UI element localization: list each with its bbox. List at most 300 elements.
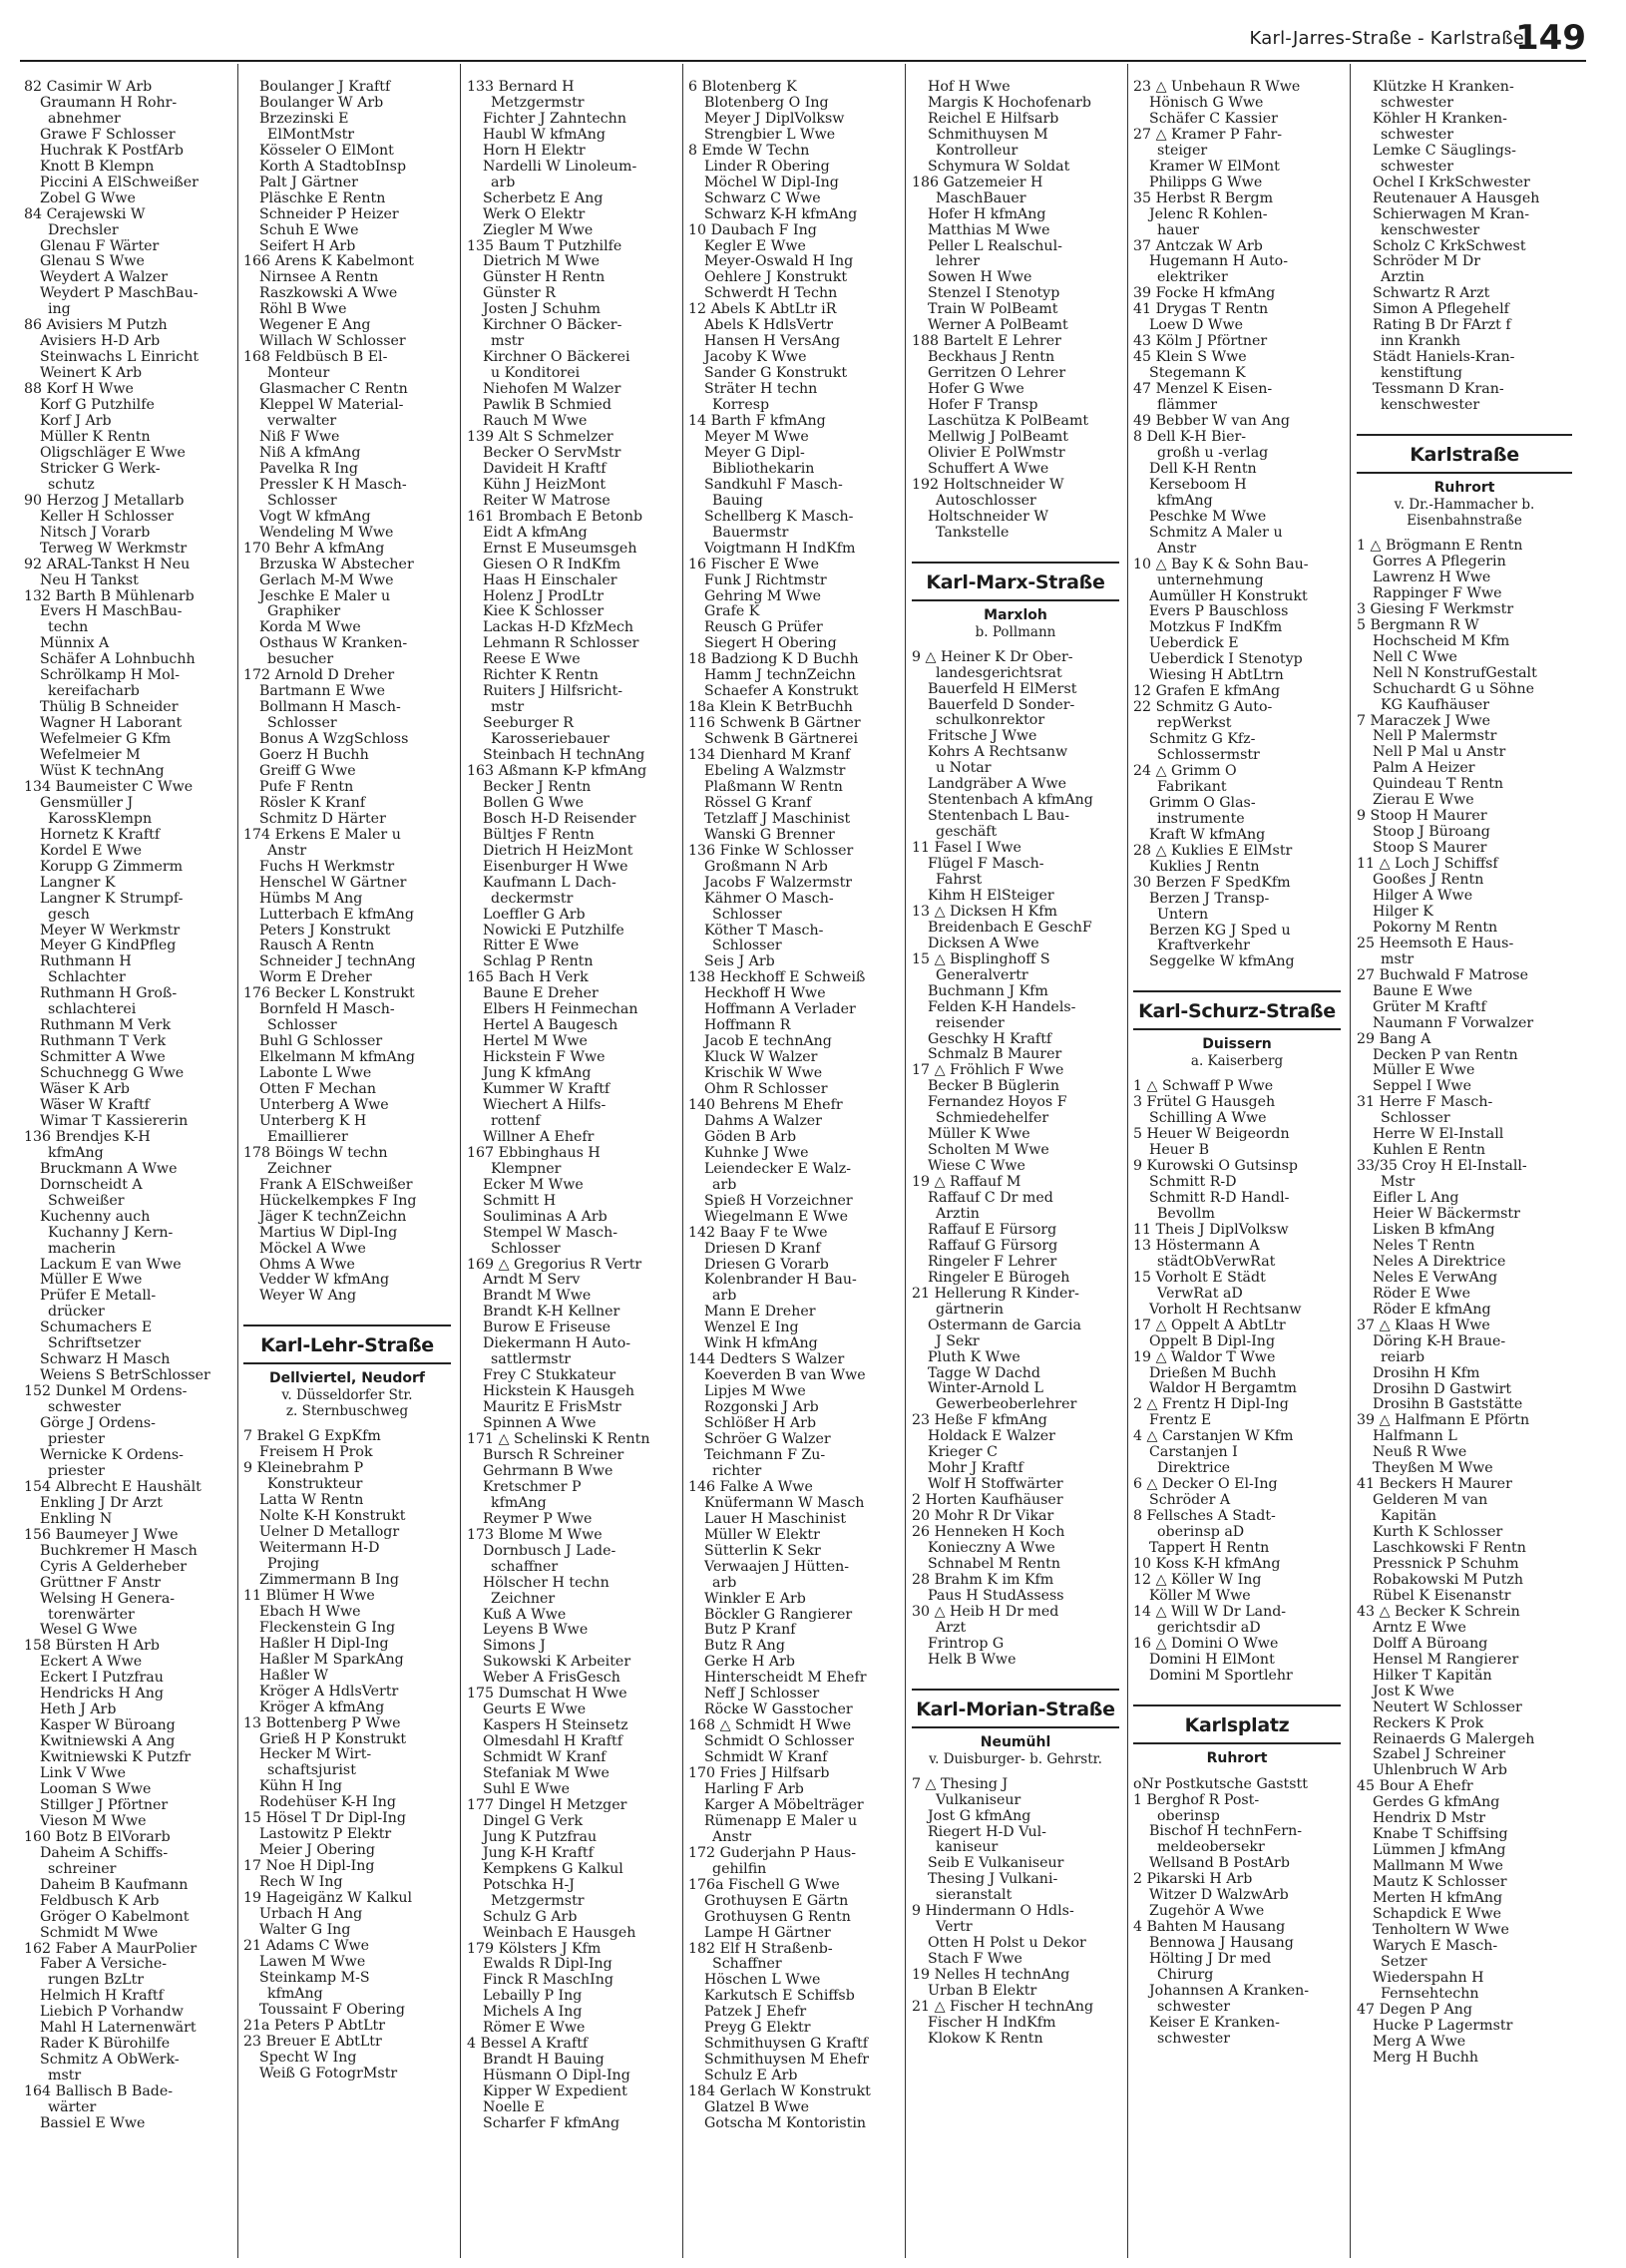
section-spacer — [912, 1669, 1119, 1679]
resident-entry: Jung K kfmAng — [483, 1066, 592, 1082]
resident-entry: Hückelkempkes F Ing — [259, 1193, 417, 1209]
resident-entry: Rübel K Eisenanstr — [1373, 1588, 1511, 1604]
section-spacer — [1133, 970, 1341, 980]
resident-entry: 15 Vorholt E Städt — [1133, 1270, 1266, 1286]
resident-entry: Diekermann H Auto- — [483, 1336, 631, 1352]
resident-entry: sieranstalt — [936, 1888, 1013, 1904]
resident-entry: Korupp G Zimmerm — [40, 859, 184, 875]
resident-entry: 136 Finke W Schlosser — [688, 843, 854, 859]
resident-entry: 184 Gerlach W Konstrukt — [688, 2084, 871, 2100]
resident-entry: 175 Dumschat H Wwe — [467, 1687, 627, 1702]
street-heading: Karl-Morian-Straße — [912, 1689, 1119, 1728]
resident-entry: 17 △ Fröhlich F Wwe — [912, 1063, 1064, 1079]
resident-entry: Hendricks H Ang — [40, 1687, 164, 1702]
resident-entry: 142 Baay F te Wwe — [688, 1225, 828, 1241]
resident-entry: Specht W Ing — [259, 2050, 357, 2066]
resident-entry: 82 Casimir W Arb — [24, 80, 153, 95]
resident-entry: Butz P Kranf — [704, 1623, 796, 1639]
resident-entry: Pressnick P Schuhm — [1373, 1557, 1519, 1573]
resident-entry: 134 Baumeister C Wwe — [24, 779, 194, 795]
resident-entry: Goerz H Buchh — [259, 748, 369, 764]
resident-entry: kereifacharb — [48, 684, 140, 700]
resident-entry: Holtschneider W — [928, 509, 1048, 525]
resident-entry: Gooßes J Rentn — [1373, 873, 1484, 889]
page-number: 149 — [1515, 18, 1586, 58]
resident-entry: Röder E Wwe — [1373, 1286, 1470, 1302]
resident-entry: Ritter E Wwe — [483, 939, 580, 954]
resident-entry: mstr — [48, 2069, 82, 2084]
resident-entry: Jost G kfmAng — [928, 1808, 1031, 1824]
resident-entry: Möchel W Dipl-Ing — [704, 175, 839, 190]
resident-entry: Weinert K Arb — [40, 366, 143, 382]
resident-entry: Voigtmann H IndKfm — [704, 541, 856, 557]
resident-entry: Davideit H Kraftf — [483, 461, 607, 477]
resident-entry: Nardelli W Linoleum- — [483, 159, 637, 175]
resident-entry: Brzuska W Abstecher — [259, 557, 414, 572]
resident-entry: 17 Noe H Dipl-Ing — [243, 1859, 375, 1875]
resident-entry: Röder E kfmAng — [1373, 1302, 1491, 1318]
resident-entry: Klokow K Rentn — [928, 2031, 1043, 2047]
resident-entry: Schnabel M Rentn — [928, 1556, 1061, 1572]
resident-entry: Schriftsetzer — [48, 1336, 142, 1352]
resident-entry: Haßler W — [259, 1668, 329, 1684]
resident-entry: Harling F Arb — [704, 1781, 804, 1797]
street-heading: Karlstraße — [1357, 434, 1572, 474]
resident-entry: Sowen H Wwe — [928, 270, 1032, 286]
resident-entry: 8 Emde W Techn — [688, 143, 810, 159]
resident-entry: 88 Korf H Wwe — [24, 382, 134, 398]
resident-entry: Haubl W kfmAng — [483, 127, 606, 143]
resident-entry: Fernsehtechn — [1381, 1986, 1479, 2002]
resident-entry: Bauermstr — [712, 525, 789, 541]
resident-entry: 138 Heckhoff E Schweiß — [688, 970, 866, 986]
resident-entry: priester — [48, 1463, 105, 1479]
resident-entry: Nell P Mal u Anstr — [1373, 745, 1506, 761]
resident-entry: Terweg W Werkmstr — [40, 541, 188, 557]
resident-entry: Müller K Wwe — [928, 1127, 1030, 1143]
resident-entry: 23 △ Unbehaun R Wwe — [1133, 80, 1301, 95]
resident-entry: Sukowski K Arbeiter — [483, 1655, 631, 1671]
resident-entry: Kröger A HdlsVertr — [259, 1684, 399, 1700]
resident-entry: 10 △ Bay K & Sohn Bau- — [1133, 557, 1309, 572]
resident-entry: 28 Brahm K im Kfm — [912, 1572, 1054, 1588]
resident-entry: Bonus A WzgSchloss — [259, 732, 409, 748]
resident-entry: flämmer — [1157, 398, 1218, 414]
resident-entry: Metzgermstr — [491, 1893, 585, 1909]
resident-entry: Margis K Hochofenarb — [928, 95, 1091, 111]
resident-entry: Worm E Dreher — [259, 970, 372, 986]
resident-entry: Hickstein K Hausgeh — [483, 1384, 634, 1400]
resident-entry: Keiser E Kranken- — [1149, 2015, 1280, 2031]
resident-entry: Grothuysen E Gärtn — [704, 1893, 849, 1909]
resident-entry: Schwarz C Wwe — [704, 190, 821, 206]
resident-entry: 192 Holtschneider W — [912, 477, 1064, 493]
resident-entry: Ueberdick I Stenotyp — [1149, 652, 1303, 668]
section-spacer — [1133, 1767, 1341, 1777]
resident-entry: Toussaint F Obering — [259, 2002, 405, 2018]
resident-entry: Müller E Wwe — [1373, 1063, 1475, 1079]
resident-entry: Herre W El-Install — [1373, 1127, 1504, 1143]
resident-entry: Graphiker — [267, 604, 341, 620]
resident-entry: Kipper W Expedient — [483, 2084, 627, 2100]
resident-entry: Latta W Rentn — [259, 1493, 364, 1509]
resident-entry: Leiendecker E Walz- — [704, 1161, 852, 1177]
resident-entry: Fernandez Hoyos F — [928, 1095, 1067, 1111]
resident-entry: schwester — [1381, 127, 1454, 143]
resident-entry: Frintrop G — [928, 1636, 1005, 1652]
resident-entry: Hugemann H Auto- — [1149, 254, 1288, 270]
resident-entry: Kähmer O Masch- — [704, 891, 834, 907]
resident-entry: u Konditorei — [491, 366, 581, 382]
resident-entry: Kolenbrander H Bau- — [704, 1273, 857, 1289]
resident-entry: 41 Beckers H Maurer — [1357, 1477, 1512, 1493]
resident-entry: Tappert H Rentn — [1149, 1541, 1270, 1557]
resident-entry: 23 Heße F kfmAng — [912, 1413, 1047, 1429]
section-spacer — [243, 1305, 451, 1315]
resident-entry: Gerke H Arb — [704, 1655, 796, 1671]
resident-entry: Koeverden B van Wwe — [704, 1368, 866, 1384]
resident-entry: Röcke W Gasstocher — [704, 1702, 853, 1718]
resident-entry: schaffner — [491, 1559, 559, 1575]
resident-entry: Hensel M Rangierer — [1373, 1652, 1519, 1668]
resident-entry: Lackas H-D KfzMech — [483, 620, 634, 636]
resident-entry: Kempkens G Kalkul — [483, 1861, 623, 1877]
resident-entry: Frank A ElSchweißer — [259, 1177, 413, 1193]
resident-entry: Baune E Wwe — [1373, 983, 1473, 999]
resident-entry: Kummer W Kraftf — [483, 1082, 610, 1098]
resident-entry: Greiff G Wwe — [259, 763, 356, 779]
resident-entry: 6 △ Decker O El-Ing — [1133, 1477, 1278, 1493]
resident-entry: Schuffert A Wwe — [928, 461, 1049, 477]
resident-entry: Schlosser — [491, 1241, 561, 1257]
resident-entry: Schmitz D Härter — [259, 811, 386, 827]
resident-entry: Hönisch G Wwe — [1149, 95, 1264, 111]
resident-entry: Eckert A Wwe — [40, 1655, 143, 1671]
resident-entry: gehilfin — [712, 1861, 767, 1877]
resident-entry: Dietrich M Wwe — [483, 254, 601, 270]
resident-entry: Dietrich H HeizMont — [483, 843, 633, 859]
resident-entry: Kwitniewski K Putzfr — [40, 1750, 192, 1766]
resident-entry: Emaillierer — [267, 1129, 348, 1145]
resident-entry: 144 Dedters S Walzer — [688, 1352, 845, 1368]
resident-entry: Schmithuysen G Kraftf — [704, 2037, 868, 2053]
resident-entry: Hilger A Wwe — [1373, 888, 1473, 904]
resident-entry: Geschky H Kraftf — [928, 1031, 1052, 1047]
resident-entry: Wefelmeier M — [40, 748, 141, 764]
resident-entry: Sandkuhl F Masch- — [704, 477, 843, 493]
resident-entry: Hertel A Baugesch — [483, 1018, 618, 1034]
resident-entry: mstr — [491, 700, 525, 716]
resident-entry: 84 Cerajewski W — [24, 206, 146, 222]
resident-entry: Kramer W ElMont — [1149, 159, 1280, 175]
resident-entry: 4 Bessel A Kraftf — [467, 2037, 589, 2053]
resident-entry: Kuß A Wwe — [483, 1607, 567, 1623]
resident-entry: Loeffler G Arb — [483, 907, 586, 923]
street-range: b. Pollmann — [975, 623, 1056, 640]
resident-entry: Schwerdt H Techn — [704, 286, 838, 302]
resident-entry: Elkelmann M kfmAng — [259, 1050, 415, 1066]
resident-entry: u Notar — [936, 761, 992, 777]
resident-entry: Hansen H VersAng — [704, 334, 841, 350]
resident-entry: arb — [712, 1177, 737, 1193]
resident-entry: 178 Böings W techn — [243, 1145, 388, 1161]
resident-entry: sattlermstr — [491, 1352, 572, 1368]
resident-entry: macherin — [48, 1241, 116, 1257]
street-range: z. Sternbuschweg — [285, 1403, 409, 1420]
resident-entry: Gerdes G kfmAng — [1373, 1795, 1500, 1811]
resident-entry: Linder R Obering — [704, 159, 830, 175]
resident-entry: Witzer D WalzwArb — [1149, 1888, 1289, 1904]
resident-entry: Lehmann R Schlosser — [483, 636, 639, 652]
resident-entry: 169 △ Gregorius R Vertr — [467, 1257, 642, 1273]
district-name: Marxloh — [984, 606, 1047, 623]
resident-entry: Otten H Polst u Dekor — [928, 1936, 1086, 1952]
resident-entry: Brandt K-H Kellner — [483, 1305, 620, 1321]
resident-entry: 9 △ Heiner K Dr Ober- — [912, 649, 1073, 665]
resident-entry: Geurts E Wwe — [483, 1702, 587, 1718]
resident-entry: Winter-Arnold L — [928, 1381, 1043, 1397]
resident-entry: elektriker — [1157, 270, 1228, 286]
resident-entry: Vogt W kfmAng — [259, 509, 371, 525]
resident-entry: Rech W Ing — [259, 1875, 343, 1891]
resident-entry: Mstr — [1381, 1175, 1416, 1191]
resident-entry: Korth A StadtobInsp — [259, 159, 407, 175]
resident-entry: Pressler K H Masch- — [259, 477, 407, 493]
resident-entry: 15 △ Bisplinghoff S — [912, 951, 1050, 967]
resident-entry: großh u -verlag — [1157, 445, 1269, 461]
resident-entry: Huchrak K PostfArb — [40, 143, 184, 159]
resident-entry: Schneider P Heizer — [259, 206, 399, 222]
resident-entry: mstr — [491, 334, 525, 350]
resident-entry: Olmesdahl H Kraftf — [483, 1734, 622, 1750]
resident-entry: Arntz E Wwe — [1373, 1620, 1466, 1636]
street-heading: Karl-Marx-Straße — [912, 562, 1119, 601]
resident-entry: Brandt H Bauing — [483, 2053, 605, 2069]
resident-entry: Schmitz A ObWerk- — [40, 2053, 180, 2069]
resident-entry: Bollen G Wwe — [483, 795, 585, 811]
resident-entry: Willach W Schlosser — [259, 334, 406, 350]
resident-entry: Schlag P Rentn — [483, 954, 594, 970]
resident-entry: Buchkremer H Masch — [40, 1543, 198, 1559]
resident-entry: Haas H Einschaler — [483, 572, 617, 588]
resident-entry: Neu H Tankst — [40, 572, 139, 588]
resident-entry: Patzek J Ehefr — [704, 2005, 807, 2021]
resident-entry: Müller K Rentn — [40, 429, 151, 445]
resident-entry: Zeichner — [267, 1161, 332, 1177]
resident-entry: Rausch A Rentn — [259, 939, 375, 954]
resident-entry: Kihm H ElSteiger — [928, 888, 1054, 904]
resident-entry: Grüter M Kraftf — [1373, 999, 1486, 1015]
resident-entry: Lawrenz H Wwe — [1373, 569, 1491, 585]
resident-entry: Hofer F Transp — [928, 398, 1038, 414]
resident-entry: Anstr — [712, 1829, 752, 1845]
resident-entry: Oppelt B Dipl-Ing — [1149, 1333, 1276, 1349]
resident-entry: Souliminas A Arb — [483, 1209, 608, 1225]
resident-entry: Helk B Wwe — [928, 1652, 1016, 1668]
resident-entry: Glasmacher C Rentn — [259, 382, 408, 398]
resident-entry: 139 Alt S Schmelzer — [467, 429, 613, 445]
resident-entry: Stillger J Pförtner — [40, 1797, 169, 1813]
resident-entry: Schröer G Walzer — [704, 1432, 831, 1448]
resident-entry: Römer E Wwe — [483, 2021, 586, 2037]
resident-entry: Schulz G Arb — [483, 1909, 578, 1925]
street-heading: Karl-Schurz-Straße — [1133, 990, 1341, 1030]
resident-entry: Korf J Arb — [40, 414, 112, 430]
resident-entry: 134 Dienhard M Kranf — [688, 748, 851, 764]
resident-entry: Steinkamp M-S — [259, 1970, 370, 1986]
resident-entry: Seifert H Arb — [259, 238, 356, 254]
resident-entry: Döring K-H Braue- — [1373, 1333, 1506, 1349]
resident-entry: Seis J Arb — [704, 954, 775, 970]
resident-entry: Köther T Masch- — [704, 923, 824, 939]
resident-entry: Laschütza K PolBeamt — [928, 414, 1089, 430]
resident-entry: Weydert A Walzer — [40, 270, 169, 286]
resident-entry: Böckler G Rangierer — [704, 1607, 853, 1623]
resident-entry: Wolf H Stoffwärter — [928, 1477, 1063, 1493]
resident-entry: 25 Heemsoth E Haus- — [1357, 936, 1514, 951]
resident-entry: Nolte K-H Konstrukt — [259, 1509, 406, 1525]
resident-entry: Kraftverkehr — [1157, 939, 1250, 954]
resident-entry: Kohrs A Rechtsanw — [928, 745, 1068, 761]
resident-entry: Grimm O Glas- — [1149, 795, 1256, 811]
resident-entry: Lampe H Gärtner — [704, 1925, 831, 1941]
resident-entry: Thülig B Schneider — [40, 700, 179, 716]
resident-entry: 10 Daubach F Ing — [688, 222, 817, 238]
resident-entry: Breidenbach E GeschF — [928, 920, 1092, 936]
resident-entry: Raffauf E Fürsorg — [928, 1222, 1057, 1238]
resident-entry: Kretschmer P — [483, 1479, 582, 1495]
resident-entry: Holenz J ProdLtr — [483, 588, 605, 604]
resident-entry: Weydert P MaschBau- — [40, 286, 199, 302]
resident-entry: Enkling N — [40, 1511, 113, 1527]
resident-entry: Berzen KG J Sped u — [1149, 923, 1291, 939]
resident-entry: Nell N KonstrufGestalt — [1373, 665, 1537, 681]
resident-entry: Reckers K Prok — [1373, 1715, 1484, 1731]
resident-entry: Strengbier L Wwe — [704, 127, 836, 143]
resident-entry: Neles A Direktrice — [1373, 1254, 1506, 1270]
resident-entry: Fritsche J Wwe — [928, 729, 1037, 745]
resident-entry: Rümenapp E Maler u — [704, 1813, 858, 1829]
resident-entry: Schlosser — [267, 1018, 337, 1034]
resident-entry: 5 Bergmann R W — [1357, 617, 1479, 633]
resident-entry: Otten F Mechan — [259, 1082, 377, 1098]
resident-entry: 163 Aßmann K-P kfmAng — [467, 763, 647, 779]
resident-entry: Grieß H P Konstrukt — [259, 1731, 407, 1747]
resident-entry: 152 Dunkel M Ordens- — [24, 1384, 188, 1400]
resident-entry: reiarb — [1381, 1349, 1425, 1365]
resident-entry: Domini M Sportlehr — [1149, 1668, 1293, 1684]
resident-entry: Scharfer F kfmAng — [483, 2116, 620, 2131]
resident-entry: oNr Postkutsche Gaststt — [1133, 1776, 1308, 1792]
resident-entry: Stentenbach A kfmAng — [928, 793, 1093, 809]
resident-entry: schwester — [1157, 1999, 1231, 2015]
resident-entry: Hoffmann R — [704, 1018, 791, 1034]
resident-entry: 43 △ Becker K Schrein — [1357, 1604, 1520, 1620]
resident-entry: Quindeau T Rentn — [1373, 777, 1504, 793]
section-spacer — [912, 542, 1119, 552]
resident-entry: Reichel E Hilfsarb — [928, 111, 1059, 127]
resident-entry: 4 △ Carstanjen W Kfm — [1133, 1429, 1294, 1445]
column-divider — [1350, 64, 1351, 2258]
resident-entry: ing — [48, 302, 71, 318]
resident-entry: Hof H Wwe — [928, 80, 1011, 95]
resident-entry: Schmidt M Wwe — [40, 1925, 159, 1941]
resident-entry: 31 Herre F Masch- — [1357, 1095, 1493, 1111]
resident-entry: Gotscha M Kontoristin — [704, 2116, 867, 2131]
resident-entry: KG Kaufhäuser — [1381, 697, 1490, 713]
column-5 — [912, 80, 1119, 2254]
resident-entry: Rauch M Wwe — [483, 414, 588, 430]
resident-entry: Tessmann D Kran- — [1373, 382, 1504, 398]
resident-entry: Szabel J Schreiner — [1373, 1747, 1506, 1763]
resident-entry: Aumüller H Konstrukt — [1149, 588, 1308, 604]
resident-entry: 8 Dell K-H Bier- — [1133, 429, 1247, 445]
resident-entry: Stoop S Maurer — [1373, 841, 1487, 857]
resident-entry: 37 Antczak W Arb — [1133, 238, 1263, 254]
resident-entry: Ziegler M Wwe — [483, 222, 594, 238]
resident-entry: Autoschlosser — [936, 493, 1036, 509]
resident-entry: Schmalz B Maurer — [928, 1047, 1062, 1063]
resident-entry: 49 Bebber W van Ang — [1133, 414, 1290, 430]
resident-entry: 1 △ Brögmann E Rentn — [1357, 539, 1523, 555]
resident-entry: Graumann H Rohr- — [40, 95, 178, 111]
resident-entry: 12 △ Köller W Ing — [1133, 1572, 1262, 1588]
resident-entry: verwalter — [267, 414, 337, 430]
resident-entry: Dornbusch J Lade- — [483, 1543, 616, 1559]
resident-entry: Wiederspahn H — [1373, 1970, 1484, 1986]
resident-entry: 20 Mohr R Dr Vikar — [912, 1509, 1054, 1525]
resident-entry: Mautz K Schlosser — [1373, 1875, 1507, 1891]
resident-entry: Motzkus F IndKfm — [1149, 620, 1283, 636]
resident-entry: 186 Gatzemeier H — [912, 175, 1043, 190]
resident-entry: Schuchnegg G Wwe — [40, 1066, 185, 1082]
resident-entry: Untern — [1157, 907, 1209, 923]
resident-entry: Jung K Putzfrau — [483, 1829, 598, 1845]
resident-entry: Jacobs F Walzermstr — [704, 875, 853, 891]
resident-entry: Ochel I KrkSchwester — [1373, 175, 1530, 190]
resident-entry: Pluth K Wwe — [928, 1349, 1020, 1365]
resident-entry: Kirchner O Bäckerei — [483, 350, 630, 366]
resident-entry: 12 Abels K AbtLtr iR — [688, 302, 837, 318]
resident-entry: techn — [48, 620, 89, 636]
resident-entry: Eckert I Putzfrau — [40, 1671, 164, 1687]
resident-entry: Nell C Wwe — [1373, 649, 1457, 665]
resident-entry: 11 Fasel I Wwe — [912, 841, 1021, 857]
resident-entry: Reiter W Matrose — [483, 493, 610, 509]
section-spacer — [912, 1767, 1119, 1777]
resident-entry: 45 Klein S Wwe — [1133, 350, 1247, 366]
resident-entry: Schierwagen M Kran- — [1373, 206, 1530, 222]
resident-entry: Link V Wwe — [40, 1766, 127, 1782]
resident-entry: Langner K Strumpf- — [40, 891, 184, 907]
resident-entry: Niß F Wwe — [259, 429, 340, 445]
resident-entry: Neff J Schlosser — [704, 1687, 820, 1702]
resident-entry: Bornfeld H Masch- — [259, 1002, 395, 1018]
resident-entry: Seeburger R — [483, 716, 574, 732]
resident-entry: Städt Haniels-Kran- — [1373, 350, 1515, 366]
resident-entry: Lipjes M Wwe — [704, 1384, 806, 1400]
resident-entry: kenschwester — [1381, 222, 1480, 238]
resident-entry: Looman S Wwe — [40, 1781, 152, 1797]
resident-entry: Bibliothekarin — [712, 461, 815, 477]
resident-entry: Zobel G Wwe — [40, 190, 136, 206]
resident-entry: 21 Adams C Wwe — [243, 1938, 370, 1954]
resident-entry: Kühn H Ing — [259, 1779, 342, 1795]
resident-entry: 9 Hindermann O Hdls- — [912, 1904, 1074, 1920]
resident-entry: Grawe F Schlosser — [40, 127, 176, 143]
resident-entry: Schwarz K-H kfmAng — [704, 206, 858, 222]
resident-entry: 26 Henneken H Koch — [912, 1525, 1065, 1541]
